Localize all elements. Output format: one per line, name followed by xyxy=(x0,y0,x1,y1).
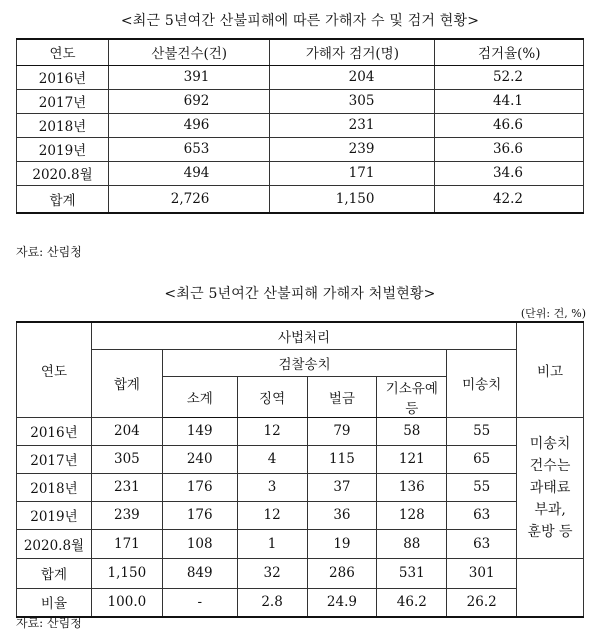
arrest-rate-cell: 36.6 xyxy=(435,137,584,161)
table2-unit: (단위: 건, %) xyxy=(520,307,586,320)
remark-line: 미송치 xyxy=(529,435,571,452)
suspended-cell: 136 xyxy=(377,473,447,501)
total-cell: 239 xyxy=(91,501,162,529)
table-row xyxy=(17,417,584,445)
unsent-cell: 301 xyxy=(447,558,517,588)
subtotal-cell: 108 xyxy=(162,529,237,558)
header-remark: 비고 xyxy=(517,322,584,417)
header-total: 합계 xyxy=(91,349,162,417)
total-arrest-rate: 42.2 xyxy=(435,185,584,213)
fine-cell: 286 xyxy=(307,558,377,588)
unsent-cell: 55 xyxy=(447,473,517,501)
fire-count-cell: 692 xyxy=(109,89,270,113)
table1-title: <최근 5년여간 산불피해에 따른 가해자 수 및 검거 현황> xyxy=(120,13,480,29)
fine-cell: 79 xyxy=(307,417,377,445)
header-year: 연도 xyxy=(17,322,92,417)
prison-cell: 32 xyxy=(237,558,307,588)
table-row xyxy=(17,445,584,473)
suspended-cell: 531 xyxy=(377,558,447,588)
punishment-status-table xyxy=(16,321,584,618)
total-fire-count: 2,726 xyxy=(109,185,270,213)
prison-cell: 1 xyxy=(237,529,307,558)
total-cell: 1,150 xyxy=(91,558,162,588)
ratio-row xyxy=(17,588,584,617)
total-row xyxy=(17,185,584,213)
fire-count-cell: 496 xyxy=(109,113,270,137)
remark-line: 부과, xyxy=(534,501,566,518)
unsent-cell: 26.2 xyxy=(447,588,517,617)
subtotal-cell: 176 xyxy=(162,473,237,501)
remark-line: 과태료 xyxy=(529,479,571,496)
total-cell: 171 xyxy=(91,529,162,558)
unsent-cell: 65 xyxy=(447,445,517,473)
table-row xyxy=(17,65,584,89)
header-suspended: 기소유예 등 xyxy=(377,376,447,417)
suspended-cell: 121 xyxy=(377,445,447,473)
header-prosecution: 검찰송치 xyxy=(162,349,446,376)
prison-cell: 12 xyxy=(237,501,307,529)
table-row xyxy=(17,161,584,185)
suspended-cell: 46.2 xyxy=(377,588,447,617)
header-year: 연도 xyxy=(17,39,109,65)
table-row xyxy=(17,137,584,161)
remark-note xyxy=(517,417,584,558)
prison-cell: 3 xyxy=(237,473,307,501)
table-header-row xyxy=(17,349,584,376)
total-label: 합계 xyxy=(17,558,92,588)
table-row xyxy=(17,89,584,113)
subtotal-cell: 849 xyxy=(162,558,237,588)
table2-title: <최근 5년여간 산불피해 가해자 처벌현황> xyxy=(164,286,436,302)
total-arrests: 1,150 xyxy=(270,185,435,213)
table-row xyxy=(17,529,584,558)
table-row xyxy=(17,473,584,501)
header-subtotal: 소계 xyxy=(162,376,237,417)
year-cell: 2019년 xyxy=(17,501,92,529)
header-prison: 징역 xyxy=(237,376,307,417)
remark-line: 건수는 xyxy=(529,457,571,474)
prison-cell: 12 xyxy=(237,417,307,445)
year-cell: 2016년 xyxy=(17,417,92,445)
fire-count-cell: 494 xyxy=(109,161,270,185)
arrests-cell: 171 xyxy=(270,161,435,185)
table1-source: 자료: 산림청 xyxy=(16,245,82,259)
fine-cell: 24.9 xyxy=(307,588,377,617)
table-row xyxy=(17,501,584,529)
arrests-cell: 204 xyxy=(270,65,435,89)
unsent-cell: 63 xyxy=(447,501,517,529)
fine-cell: 115 xyxy=(307,445,377,473)
ratio-label: 비율 xyxy=(17,588,92,617)
header-fine: 벌금 xyxy=(307,376,377,417)
suspended-cell: 128 xyxy=(377,501,447,529)
arrest-rate-cell: 34.6 xyxy=(435,161,584,185)
total-row xyxy=(17,558,584,588)
header-fire-count: 산불건수(건) xyxy=(109,39,270,65)
remark-line: 훈방 등 xyxy=(527,523,573,540)
fine-cell: 19 xyxy=(307,529,377,558)
year-cell: 2019년 xyxy=(17,137,109,161)
year-cell: 2016년 xyxy=(17,65,109,89)
prison-cell: 2.8 xyxy=(237,588,307,617)
header-arrest-rate: 검거율(%) xyxy=(435,39,584,65)
arrests-cell: 231 xyxy=(270,113,435,137)
total-cell: 305 xyxy=(91,445,162,473)
year-cell: 2018년 xyxy=(17,113,109,137)
year-cell: 2017년 xyxy=(17,89,109,113)
suspended-cell: 58 xyxy=(377,417,447,445)
subtotal-cell: 149 xyxy=(162,417,237,445)
header-arrests: 가해자 검거(명) xyxy=(270,39,435,65)
arrests-cell: 305 xyxy=(270,89,435,113)
total-label: 합계 xyxy=(17,185,109,213)
year-cell: 2020.8월 xyxy=(17,161,109,185)
unsent-cell: 63 xyxy=(447,529,517,558)
subtotal-cell: 240 xyxy=(162,445,237,473)
total-cell: 231 xyxy=(91,473,162,501)
table-header-row xyxy=(17,39,584,65)
header-unsent: 미송치 xyxy=(447,349,517,417)
table-row xyxy=(17,113,584,137)
subtotal-cell: 176 xyxy=(162,501,237,529)
fire-count-cell: 653 xyxy=(109,137,270,161)
prison-cell: 4 xyxy=(237,445,307,473)
year-cell: 2020.8월 xyxy=(17,529,92,558)
suspended-cell: 88 xyxy=(377,529,447,558)
arrest-status-table xyxy=(16,38,584,214)
fire-count-cell: 391 xyxy=(109,65,270,89)
total-cell: 204 xyxy=(91,417,162,445)
arrest-rate-cell: 52.2 xyxy=(435,65,584,89)
arrests-cell: 239 xyxy=(270,137,435,161)
total-cell: 100.0 xyxy=(91,588,162,617)
table2-source: 자료: 산림청 xyxy=(16,616,82,630)
arrest-rate-cell: 44.1 xyxy=(435,89,584,113)
fine-cell: 36 xyxy=(307,501,377,529)
fine-cell: 37 xyxy=(307,473,377,501)
arrest-rate-cell: 46.6 xyxy=(435,113,584,137)
header-judicial: 사법처리 xyxy=(91,322,516,349)
unsent-cell: 55 xyxy=(447,417,517,445)
remark-empty xyxy=(517,558,584,617)
subtotal-cell: - xyxy=(162,588,237,617)
table-header-row xyxy=(17,322,584,349)
year-cell: 2017년 xyxy=(17,445,92,473)
year-cell: 2018년 xyxy=(17,473,92,501)
